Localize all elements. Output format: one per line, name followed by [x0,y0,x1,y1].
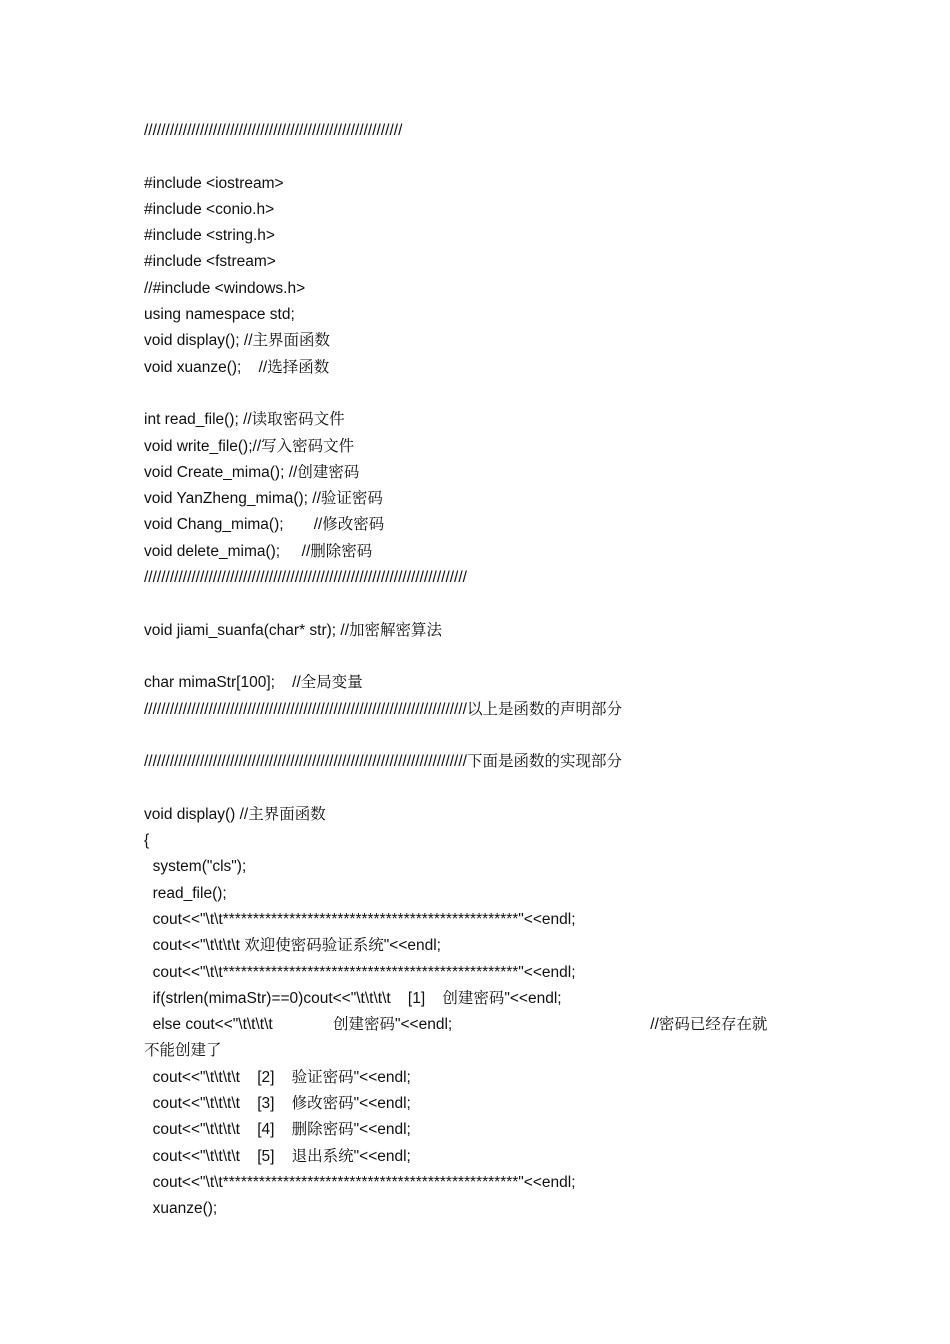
code-line: cout<<"\t\t\t\t [3] 修改密码"<<endl; [144,1094,411,1112]
code-line: //////////////////////////////////////////////////////////// [144,122,403,139]
code-line: #include <fstream> [144,253,276,271]
code-line: if(strlen(mimaStr)==0)cout<<"\t\t\t\t [1] 创建密码"<<endl; [144,989,562,1007]
code-line: #include <iostream> [144,174,284,192]
blank-line [144,144,824,170]
code-line: cout<<"\t\t\t\t [4] 删除密码"<<endl; [144,1121,411,1139]
code-line: void write_file();//写入密码文件 [144,437,355,455]
code-line: ///////////////////////////////////////////////////////////////////////////下面是函数的实现部分 [144,753,622,771]
code-line: read_file(); [144,884,227,902]
code-line: #include <conio.h> [144,200,275,218]
code-line: void YanZheng_mima(); //验证密码 [144,490,383,508]
blank-line [144,381,824,407]
code-line: /////////////////////////////////////////////////////////////////////////// [144,569,467,587]
code-line: void xuanze(); //选择函数 [144,358,330,376]
code-line: void jiami_suanfa(char* str); //加密解密算法 [144,621,443,639]
code-line: ///////////////////////////////////////////////////////////////////////////以上是函数的声明部分 [144,700,622,718]
code-line: void Chang_mima(); //修改密码 [144,516,385,534]
code-line: xuanze(); [144,1200,218,1218]
code-line: char mimaStr[100]; //全局变量 [144,674,363,692]
code-line: void delete_mima(); //删除密码 [144,542,373,560]
code-line: void display() //主界面函数 [144,805,326,823]
code-line: int read_file(); //读取密码文件 [144,411,345,429]
code-line: cout<<"\t\t*************************************************"<<endl; [144,910,576,928]
code-line: cout<<"\t\t\t\t [5] 退出系统"<<endl; [144,1147,411,1165]
blank-line [144,644,824,670]
blank-line [144,591,824,617]
code-line: void display(); //主界面函数 [144,332,331,350]
code-line: using namespace std; [144,306,295,324]
code-line: void Create_mima(); //创建密码 [144,463,360,481]
code-line: cout<<"\t\t*************************************************"<<endl; [144,963,576,981]
code-line: cout<<"\t\t\t\t [2] 验证密码"<<endl; [144,1068,411,1086]
code-line: 不能创建了 [144,1042,222,1060]
code-line: //#include <windows.h> [144,279,306,297]
code-line: cout<<"\t\t*************************************************"<<endl; [144,1173,576,1191]
code-line: system("cls"); [144,858,247,876]
code-line: else cout<<"\t\t\t\t 创建密码"<<endl; //密码已经存在就 [144,1016,768,1034]
code-line: #include <string.h> [144,227,275,245]
blank-line [144,775,824,801]
code-document [144,118,824,1222]
blank-line [144,723,824,749]
code-line: cout<<"\t\t\t\t 欢迎使密码验证系统"<<endl; [144,937,441,955]
code-line: { [144,832,150,850]
